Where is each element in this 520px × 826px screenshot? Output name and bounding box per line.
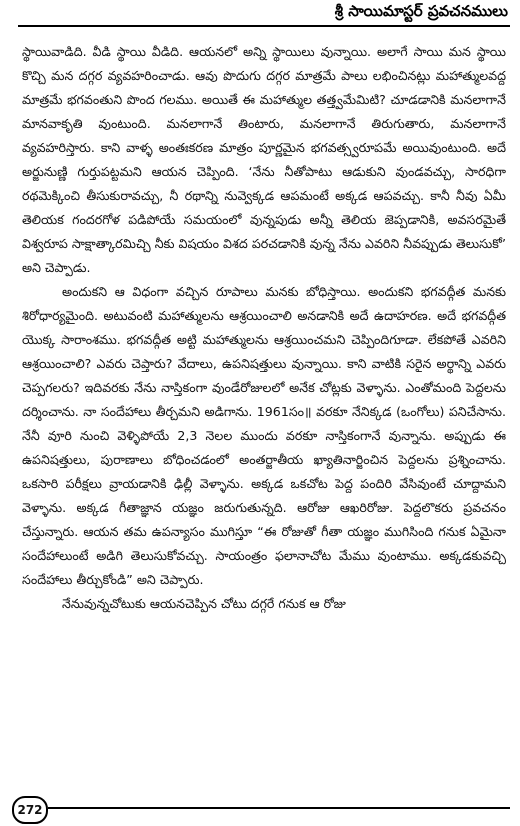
paragraph-3: నేనువున్నచోటుకు ఆయనచెప్పిన చోటు దగ్గరే గనుక ఆ రోజు bbox=[62, 596, 346, 611]
running-title: శ్రీ సాయిమాస్టర్ ప్రవచనములు bbox=[334, 2, 508, 20]
page-header bbox=[18, 0, 510, 30]
header-rule bbox=[18, 25, 510, 27]
body-text bbox=[22, 40, 506, 616]
footer-rule bbox=[48, 807, 510, 809]
paragraph-1: స్థాయివాడిది. వీడి స్థాయి వీడిది. ఆయనలో అన్ని స్థాయిలు వున్నాయి. అలాగే సాయి మన స్థాయి కొచ్చి మన దగ్గర వ్యవహరించాడు. ఆవు పొదుగు దగ్గర మాత్రమే పాలు లభించినట్లు మహాత్ములవద్ద మాత్రమే భగవంతుని పొంద గలము. అయితే ఈ మహాత్ముల తత్త్వమేమిటి? చూడడానికి మనలాగానే మానవాకృతి వుంటుంది. మనలాగానే తింటారు, మనలాగానే తిరుగుతారు, మనలాగానే వ్యవహరిస్తారు. కాని వాళ్ళ అంతఃకరణ మాత్రం పూర్ణమైన భగవత్స్వరూపమే అయివుంటుంది. అదే అర్జునుణ్ణి గుర్తుపట్టమని ఆయన చెప్పింది. ‘నేను నీతోపాటు ఆడుకుని వుండవచ్చు, సారధిగా రథమెక్కించి తీసుకురావచ్చు, నీ రథాన్ని నువ్వెక్కడ ఆపమంటే అక్కడ ఆపవచ్చు. కానీ నీవు ఏమీ తెలియక గందరగోళ పడిపోయే సమయంలో వున్నపుడు అన్నీ తెలియ జెప్పడానికి, అవసరమైతే విశ్వరూప సాక్షాత్కారమిచ్చి నీకు విషయం విశద పరచడానికి వున్న నేను ఎవరిని నీవప్పుడు తెలుసుకో’ అని చెప్పాడు. bbox=[22, 44, 506, 275]
page-footer bbox=[0, 792, 520, 826]
page-number: 272 bbox=[12, 796, 48, 824]
paragraph-2: అందుకని ఆ విధంగా వచ్చిన రూపాలు మనకు బోధిస్తాయి. అందుకని భగవద్గీత మనకు శిరోధార్యమైంది. అటువంటి మహాత్ములను ఆశ్రయించాలి అనడానికి అదే ఉదాహరణ. అదే భగవద్గీత యొక్క సారాంశము. భగవద్గీత అట్టి మహాత్ములను ఆశ్రయించమని చెప్పిందిగూడా. లేకపోతే ఎవరిని ఆశ్రయించాలి? ఎవరు చెప్తారు? వేదాలు, ఉపనిషత్తులు వున్నాయి. కాని వాటికి సరైన అర్థాన్ని ఎవరు చెప్పగలరు? ఇదివరకు నేను నాస్తికంగా వుండేరోజులలో అనేక చోట్లకు వెళ్ళాను. ఎంతోమంది పెద్దలను దర్శించాను. నా సందేహాలు తీర్చమని అడిగాను. 1961సం॥ వరకూ నేనిక్కడ (ఒంగోలు) పనిచేసాను. నేనీ వూరి నుంచి వెళ్ళిపోయే 2,3 నెలల ముందు వరకూ నాస్తికంగానే వున్నాను. అప్పుడు ఈ ఉపనిషత్తులు, పురాణాలు బోధించడంలో అంతర్జాతీయ ఖ్యాతినార్జించిన పెద్దలను ప్రశ్నించాను. ఒకసారి పరీక్షలు వ్రాయడానికి ఢిల్లీ వెళ్ళాను. అక్కడ ఒకచోట పెద్ద పందిరి వేసివుంటే చూద్దామని వెళ్ళాను. అక్కడ గీతాజ్ఞాన యజ్ఞం జరుగుతున్నది. ఆరోజు ఆఖరిరోజు. పెద్దలొకరు ప్రవచనం చేస్తున్నారు. ఆయన తమ ఉపన్యాసం ముగిస్తూ “ఈ రోజుతో గీతా యజ్ఞం ముగిసింది గనుక ఏమైనా సందేహాలుంటే అడిగి తెలుసుకోవచ్చు. సాయంత్రం ఫలానాచోట మేము వుంటాము. అక్కడకువచ్చి సందేహాలు తీర్చుకోండి” అని చెప్పారు. bbox=[22, 284, 506, 587]
